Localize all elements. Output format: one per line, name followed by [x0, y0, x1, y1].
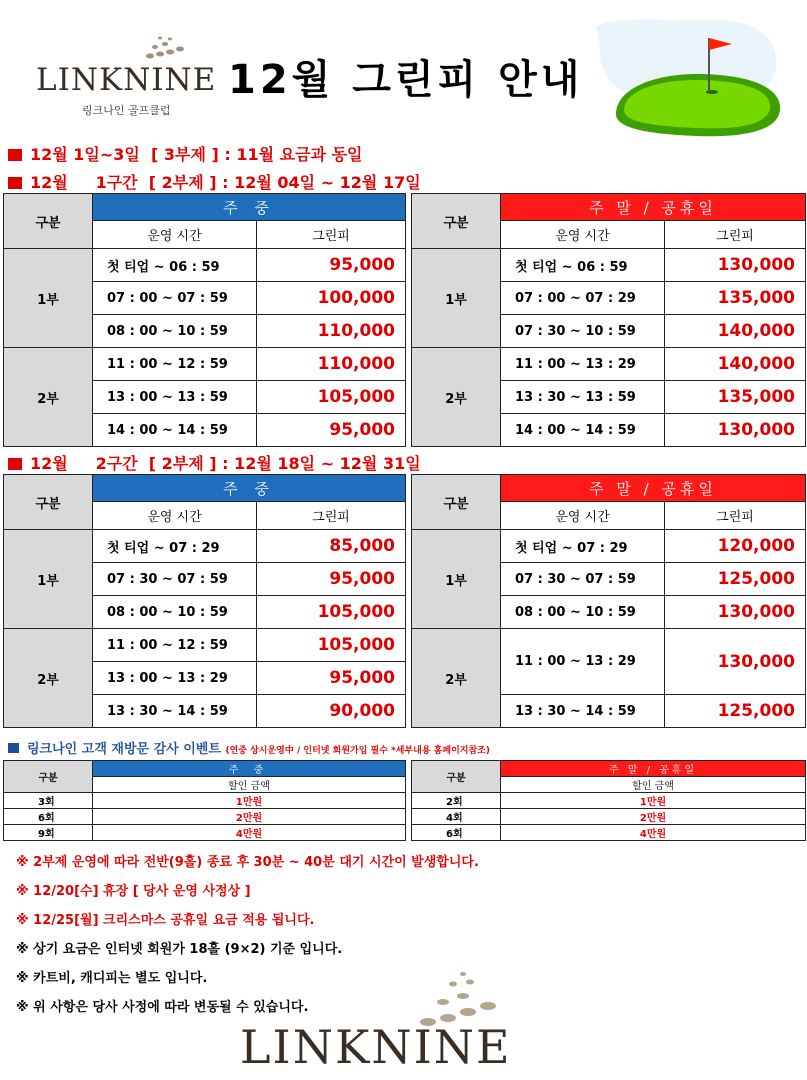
event-title: 링크나인 고객 재방문 감사 이벤트 — [27, 742, 221, 757]
part2-label: 2부 — [412, 629, 501, 728]
section-heading-3 — [8, 451, 421, 474]
visit-count: 9회 — [4, 825, 93, 841]
gubun-header: 구분 — [4, 194, 93, 249]
time-cell: 13 : 00 ~ 13 : 29 — [93, 662, 257, 695]
discount-value: 4만원 — [93, 825, 406, 841]
time-cell: 첫 티업 ~ 07 : 29 — [93, 530, 257, 563]
weekday-header: 주 중 — [93, 761, 406, 777]
price-cell: 95,000 — [257, 563, 406, 596]
discount-header: 할인 금액 — [93, 777, 406, 793]
fee-header: 그린피 — [257, 502, 406, 530]
price-cell: 130,000 — [665, 596, 806, 629]
price-cell: 140,000 — [665, 348, 806, 381]
weekend-header: 주 말 / 공휴일 — [501, 194, 806, 221]
price-cell: 90,000 — [257, 695, 406, 728]
price-cell: 140,000 — [665, 315, 806, 348]
part1-label: 1부 — [4, 249, 93, 348]
discount-header: 할인 금액 — [501, 777, 806, 793]
part2-label: 2부 — [4, 629, 93, 728]
logo-wordmark: LINKNINE — [36, 62, 217, 98]
price-cell: 95,000 — [257, 662, 406, 695]
time-header: 운영 시간 — [501, 221, 665, 249]
price-cell: 130,000 — [665, 629, 806, 695]
price-cell: 105,000 — [257, 596, 406, 629]
time-cell: 08 : 00 ~ 10 : 59 — [93, 596, 257, 629]
golf-green-illustration — [596, 18, 782, 140]
time-header: 운영 시간 — [93, 502, 257, 530]
gubun-header: 구분 — [412, 761, 501, 793]
time-cell: 11 : 00 ~ 12 : 59 — [93, 629, 257, 662]
time-cell: 08 : 00 ~ 10 : 59 — [93, 315, 257, 348]
time-cell: 08 : 00 ~ 10 : 59 — [501, 596, 665, 629]
discount-value: 1만원 — [93, 793, 406, 809]
part2-label: 2부 — [412, 348, 501, 447]
section-heading-2 — [8, 170, 421, 193]
price-cell: 130,000 — [665, 249, 806, 282]
price-cell: 85,000 — [257, 530, 406, 563]
time-header: 운영 시간 — [93, 221, 257, 249]
note-item: ※ 카트비, 캐디피는 별도 입니다. — [16, 971, 208, 986]
price-cell: 135,000 — [665, 282, 806, 315]
time-cell: 첫 티업 ~ 07 : 29 — [501, 530, 665, 563]
time-cell: 07 : 00 ~ 07 : 29 — [501, 282, 665, 315]
visit-count: 3회 — [4, 793, 93, 809]
price-table-period2 — [3, 474, 806, 728]
time-cell: 11 : 00 ~ 13 : 29 — [501, 629, 665, 695]
visit-count: 6회 — [412, 825, 501, 841]
time-cell: 14 : 00 ~ 14 : 59 — [93, 414, 257, 447]
note-item: ※ 상기 요금은 인터넷 회원가 18홀 (9×2) 기준 입니다. — [16, 942, 343, 957]
event-table — [3, 760, 806, 841]
logo-emblem — [130, 34, 190, 64]
section-2-text: 12월 1구간 [ 2부제 ] : 12월 04일 ~ 12월 17일 — [30, 173, 421, 192]
visit-count: 2회 — [412, 793, 501, 809]
price-cell: 110,000 — [257, 315, 406, 348]
price-cell: 105,000 — [257, 629, 406, 662]
weekday-header: 주 중 — [93, 194, 406, 221]
time-cell: 11 : 00 ~ 12 : 59 — [93, 348, 257, 381]
price-table-period1 — [3, 193, 806, 447]
section-heading-1 — [8, 142, 363, 165]
weekend-header: 주 말 / 공휴일 — [501, 475, 806, 502]
time-cell: 07 : 30 ~ 10 : 59 — [501, 315, 665, 348]
red-bullet-icon — [8, 149, 22, 161]
fee-header: 그린피 — [665, 221, 806, 249]
visit-count: 6회 — [4, 809, 93, 825]
time-cell: 13 : 00 ~ 13 : 59 — [93, 381, 257, 414]
part1-label: 1부 — [412, 530, 501, 629]
discount-value: 1만원 — [501, 793, 806, 809]
price-cell: 95,000 — [257, 249, 406, 282]
time-cell: 07 : 00 ~ 07 : 59 — [93, 282, 257, 315]
time-cell: 07 : 30 ~ 07 : 59 — [501, 563, 665, 596]
visit-count: 4회 — [412, 809, 501, 825]
discount-value: 4만원 — [501, 825, 806, 841]
part1-label: 1부 — [4, 530, 93, 629]
red-bullet-icon — [8, 458, 22, 470]
time-header: 운영 시간 — [501, 502, 665, 530]
footer-logo-wordmark: LINKNINE — [240, 1020, 512, 1074]
price-cell: 120,000 — [665, 530, 806, 563]
price-cell: 100,000 — [257, 282, 406, 315]
gubun-header: 구분 — [4, 475, 93, 530]
section-1-text: 12월 1일~3일 [ 3부제 ] : 11월 요금과 동일 — [30, 145, 363, 164]
part1-label: 1부 — [412, 249, 501, 348]
time-cell: 13 : 30 ~ 14 : 59 — [501, 695, 665, 728]
fee-header: 그린피 — [257, 221, 406, 249]
price-cell: 95,000 — [257, 414, 406, 447]
time-cell: 첫 티업 ~ 06 : 59 — [93, 249, 257, 282]
logo-subtitle: 링크나인 골프클럽 — [82, 104, 171, 117]
gubun-header: 구분 — [412, 194, 501, 249]
blue-bullet-icon — [8, 743, 19, 753]
price-cell: 110,000 — [257, 348, 406, 381]
weekend-header: 주 말 / 공휴일 — [501, 761, 806, 777]
discount-value: 2만원 — [501, 809, 806, 825]
red-bullet-icon — [8, 177, 22, 189]
time-cell: 13 : 30 ~ 14 : 59 — [93, 695, 257, 728]
note-item: ※ 위 사항은 당사 사정에 따라 변동될 수 있습니다. — [16, 1000, 309, 1015]
price-cell: 105,000 — [257, 381, 406, 414]
price-cell: 135,000 — [665, 381, 806, 414]
event-note: (연중 상시운영中 / 인터넷 회원가입 필수 *세부내용 홈페이지참조) — [225, 746, 490, 756]
part2-label: 2부 — [4, 348, 93, 447]
event-heading — [8, 738, 490, 757]
price-cell: 125,000 — [665, 563, 806, 596]
price-cell: 125,000 — [665, 695, 806, 728]
section-3-text: 12월 2구간 [ 2부제 ] : 12월 18일 ~ 12월 31일 — [30, 454, 421, 473]
note-item: ※ 12/20[수] 휴장 [ 당사 운영 사정상 ] — [16, 884, 251, 899]
discount-value: 2만원 — [93, 809, 406, 825]
price-cell: 130,000 — [665, 414, 806, 447]
time-cell: 07 : 30 ~ 07 : 59 — [93, 563, 257, 596]
weekday-header: 주 중 — [93, 475, 406, 502]
note-item: ※ 12/25[월] 크리스마스 공휴일 요금 적용 됩니다. — [16, 913, 315, 928]
time-cell: 첫 티업 ~ 06 : 59 — [501, 249, 665, 282]
page-title: 12월 그린피 안내 — [228, 57, 584, 103]
time-cell: 14 : 00 ~ 14 : 59 — [501, 414, 665, 447]
note-item: ※ 2부제 운영에 따라 전반(9홀) 종료 후 30분 ~ 40분 대기 시간이 발생합니다. — [16, 855, 479, 870]
gubun-header: 구분 — [4, 761, 93, 793]
time-cell: 13 : 30 ~ 13 : 59 — [501, 381, 665, 414]
gubun-header: 구분 — [412, 475, 501, 530]
fee-header: 그린피 — [665, 502, 806, 530]
time-cell: 11 : 00 ~ 13 : 29 — [501, 348, 665, 381]
